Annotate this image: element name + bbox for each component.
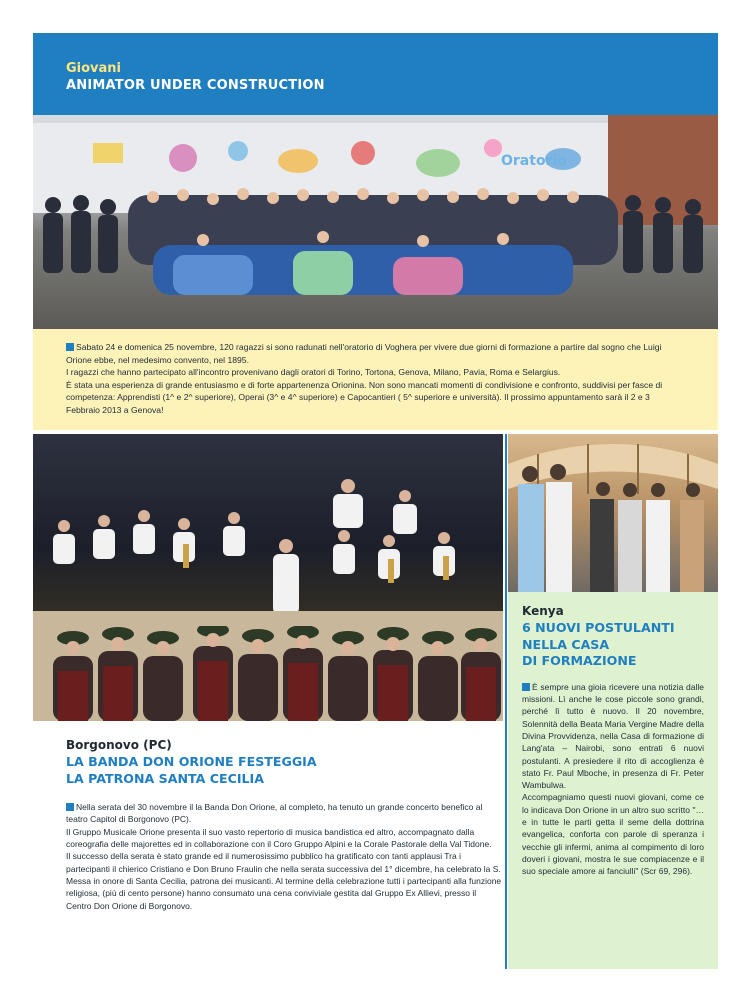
- column-divider: [505, 434, 507, 969]
- band-concert-photo: [33, 434, 503, 721]
- kenya-article: [508, 592, 718, 969]
- alpini-choir: [33, 626, 503, 721]
- top-article-paragraph: I ragazzi che hanno partecipato all'incontro provenivano dagli oratori di Torino, Tortona, Genova, Milano, Pavia, Roma e Selargius.: [66, 367, 561, 378]
- band-musicians: [33, 474, 503, 634]
- borgonovo-headline: LA BANDA DON ORIONE FESTEGGIA LA PATRONA SANTA CECILIA: [66, 754, 317, 786]
- kenya-body: È sempre una gioia ricevere una notizia dalle missioni. Lì anche le cose piccole sono grandi, perché lì tutto è nuovo. Il 20 novembre, Solennità della Beata Maria Vergine Madre della Divina Provvidenza, nella Casa di formazione di Lang'ata – Nairobi, sono entrati 6 nuovi postulanti. A presiedere il rito di accoglienza è stato Fr. Paul Mboche, in presenza di Fr. Peter Wambulwa. Accompagniamo questi nuovi giovani, come ce lo indicava Don Orione in un altro suo scritto "… e in tutte le parti getta il seme della dottrina evangelica, conforta con parole di speranza i vecchie gli infermi, anima al compimento di loro doveri i giovani, mostra le sue compiacenze e il suo speciale amore ai fanciulli" (Scr 69, 296).: [522, 681, 704, 877]
- top-article: [33, 329, 718, 430]
- section-header: [33, 33, 718, 115]
- bullet-square-icon: [66, 803, 74, 811]
- kenya-headline: 6 NUOVI POSTULANTI NELLA CASA DI FORMAZIONE: [522, 620, 675, 669]
- page-title: ANIMATOR UNDER CONSTRUCTION: [66, 78, 325, 93]
- tent-roof: [508, 434, 718, 592]
- kenya-place: Kenya: [522, 604, 564, 618]
- top-article-paragraph: Sabato 24 e domenica 25 novembre, 120 ragazzi si sono radunati nell'oratorio di Voghera per vivere due giorni di formazione a partire dal sogno che Luigi Orione ebbe, nel medesimo convento, nel 1895.: [66, 342, 662, 365]
- oratorio-sign: Oratorio: [501, 153, 567, 169]
- bullet-square-icon: [522, 683, 530, 691]
- group-photo: [33, 115, 718, 329]
- section-label: Giovani: [66, 61, 122, 76]
- borgonovo-body: Nella serata del 30 novembre il la Banda Don Orione, al completo, ha tenuto un grande concerto benefico al teatro Capitol di Borgonovo (PC). Il Gruppo Musicale Orione presenta il suo vasto repertorio di musica bandistica ed altro, accompagnato dalla coreografia delle majorettes ed in collaborazione con il Coro Gruppo Alpini e la Corale Pastorale della Val Tidone. Il successo della serata è stato grande ed il numerosissimo pubblico ha gratificato con tanti applausi Tra i partecipanti il chierico Cristiano e Don Bruno Fraulin che nella serata successiva del 1° dicembre, ha celebrato la S. Messa in onore di Santa Cecilia, patrona dei musicanti. Al termine della celebrazione tutti i partecipanti alla funzione religiosa, (più di cento persone) hanno consumato una cena conviviale gestita dal Gruppo Ex Allievi, presso il Centro Don Orione di Borgonovo.: [66, 802, 502, 911]
- kenya-postulants-photo: [508, 434, 718, 592]
- crowd-silhouettes: [33, 185, 718, 325]
- borgonovo-place: Borgonovo (PC): [66, 738, 172, 752]
- top-article-paragraph: È stata una esperienza di grande entusiasmo e di forte appartenenza Orionina. Non sono mancati momenti di condivisione e confronto, suddivisi per fasce di competenza: Apprendisti (1^ e 2^ superiore), Operai (3^ e 4^ superiore) e Capocantieri ( 5^ superiore e università). Il prossimo appuntamento sarà il 2 e 3 Febbraio 2013 a Genova!: [66, 379, 663, 415]
- bullet-square-icon: [66, 343, 74, 351]
- borgonovo-article: [66, 738, 502, 912]
